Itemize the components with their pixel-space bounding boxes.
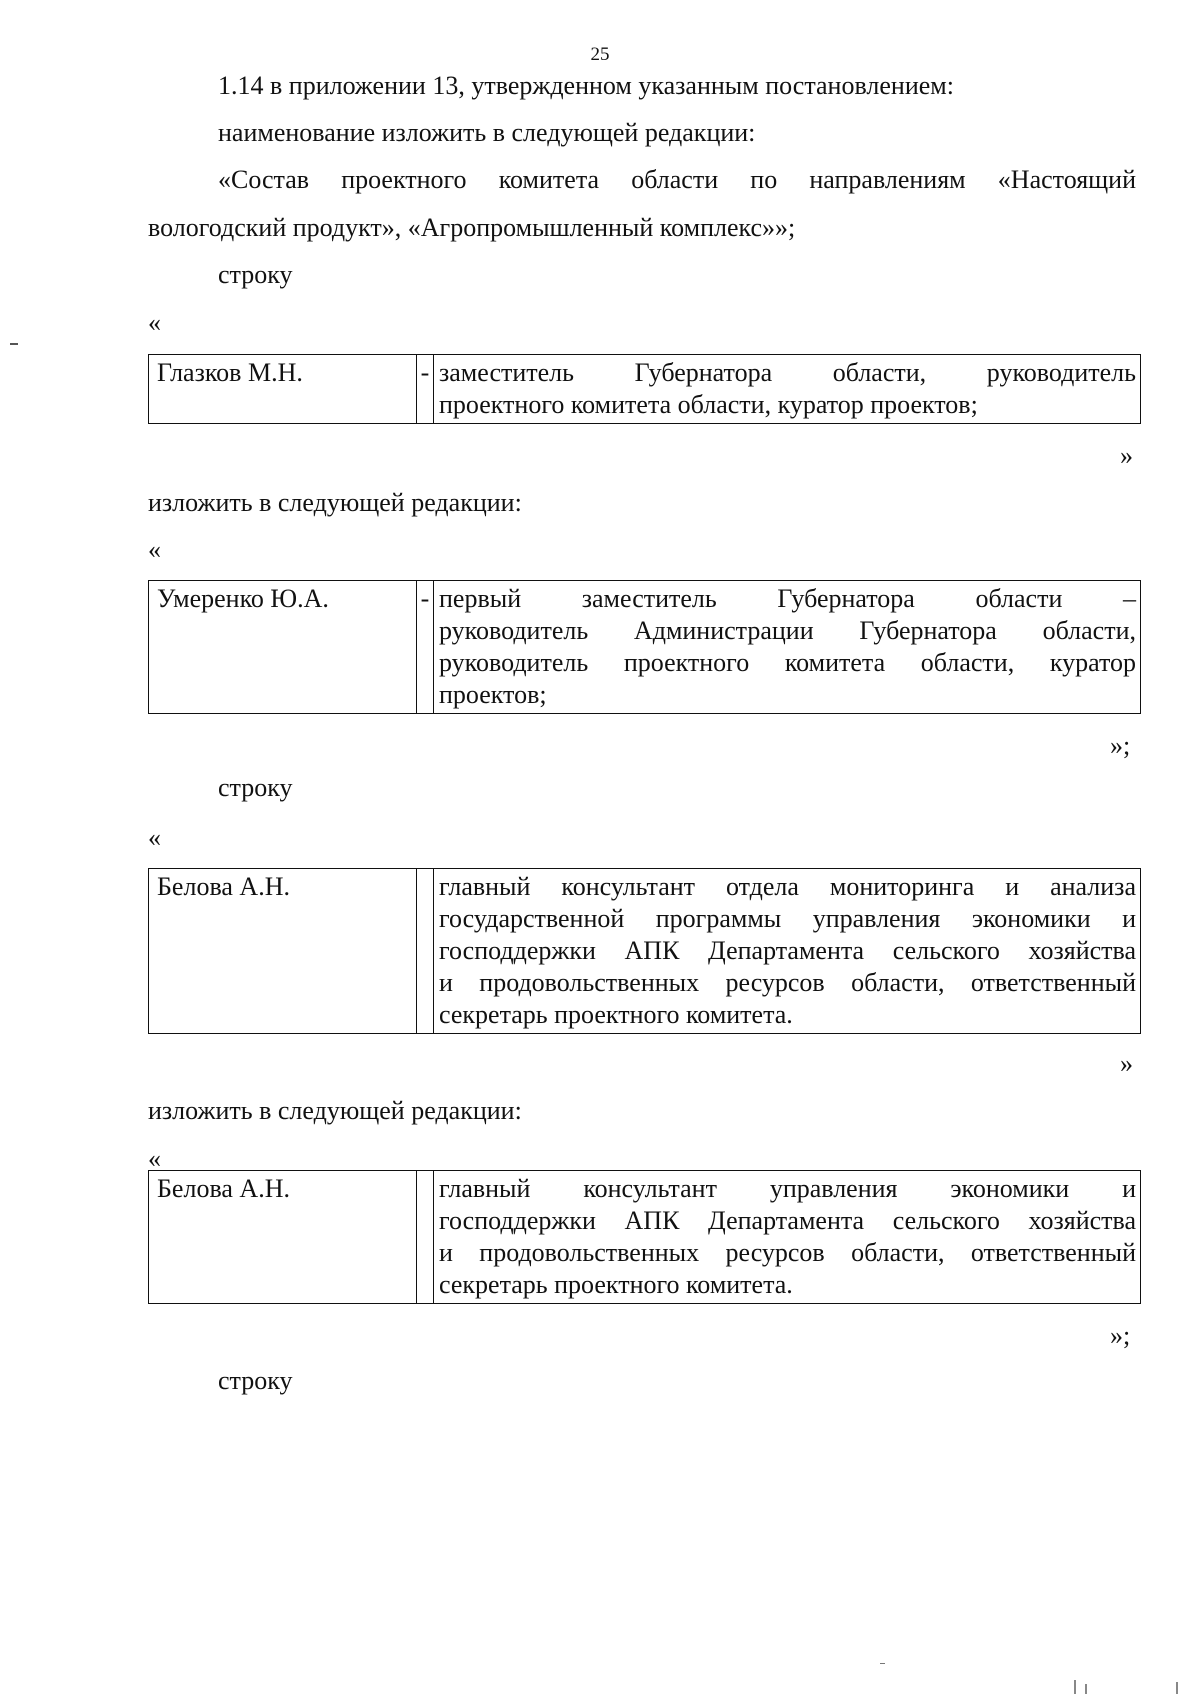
paragraph-sostav-line1: «Состав проектного комитета области по направлениям «Настоящий [218, 165, 1136, 194]
entry-description-line: и продовольственных ресурсов области, ответственный [439, 968, 1136, 997]
label-izlozhit-1: изложить в следующей редакции: [148, 488, 522, 517]
entry-table-umerenko [148, 580, 1141, 714]
entry-description-line: проектного комитета области, куратор проектов; [439, 390, 978, 419]
close-quote-2: »; [1110, 731, 1131, 760]
entry-description [434, 869, 1141, 1034]
label-stroku-3: строку [218, 1366, 293, 1395]
entry-description-line: главный консультант управления экономики и [439, 1174, 1136, 1203]
close-quote-3: » [1120, 1049, 1133, 1078]
entry-description [434, 1171, 1141, 1304]
entry-table-glazkov [148, 354, 1141, 424]
entry-description-line: господдержки АПК Департамента сельского хозяйства [439, 1206, 1136, 1235]
entry-description-line: господдержки АПК Департамента сельского хозяйства [439, 936, 1136, 965]
scan-edge-mark [1074, 1680, 1076, 1694]
entry-name: Белова А.Н. [149, 1171, 417, 1304]
entry-description-line: секретарь проектного комитета. [439, 1000, 793, 1029]
entry-dash: - [417, 581, 434, 714]
entry-description-line: руководитель Администрации Губернатора области, [439, 616, 1136, 645]
entry-description-line: проектов; [439, 680, 547, 709]
entry-description-line: государственной программы управления экономики и [439, 904, 1136, 933]
entry-description-line: главный консультант отдела мониторинга и анализа [439, 872, 1136, 901]
entry-description [434, 355, 1141, 424]
entry-name: Умеренко Ю.А. [149, 581, 417, 714]
close-quote-4: »; [1110, 1321, 1131, 1350]
label-stroku-1: строку [218, 260, 293, 289]
scan-edge-mark [1085, 1684, 1087, 1694]
entry-dash: - [417, 355, 434, 424]
scan-speck [10, 343, 18, 345]
scan-speck [880, 1663, 885, 1664]
open-quote-2: « [148, 535, 161, 564]
entry-table-belova-new [148, 1170, 1141, 1304]
entry-table-belova-old [148, 868, 1141, 1034]
open-quote-4: « [148, 1144, 161, 1173]
scan-edge-mark [1176, 1682, 1178, 1694]
close-quote-1: » [1120, 441, 1133, 470]
label-stroku-2: строку [218, 773, 293, 802]
paragraph-naimenovanie: наименование изложить в следующей редакции: [218, 118, 756, 147]
entry-description-line: руководитель проектного комитета области, куратор [439, 648, 1136, 677]
entry-name: Белова А.Н. [149, 869, 417, 1034]
open-quote-3: « [148, 823, 161, 852]
open-quote-1: « [148, 308, 161, 337]
entry-description-line: и продовольственных ресурсов области, ответственный [439, 1238, 1136, 1267]
label-izlozhit-2: изложить в следующей редакции: [148, 1096, 522, 1125]
paragraph-sostav-line2: вологодский продукт», «Агропромышленный комплекс»»; [148, 213, 796, 242]
paragraph-1-14: 1.14 в приложении 13, утвержденном указанным постановлением: [218, 71, 954, 100]
entry-dash [417, 1171, 434, 1304]
entry-description-line: первый заместитель Губернатора области – [439, 584, 1136, 613]
entry-name: Глазков М.Н. [149, 355, 417, 424]
entry-dash [417, 869, 434, 1034]
entry-description [434, 581, 1141, 714]
entry-description-line: заместитель Губернатора области, руководитель [439, 358, 1136, 387]
entry-description-line: секретарь проектного комитета. [439, 1270, 793, 1299]
page-number: 25 [590, 44, 610, 65]
